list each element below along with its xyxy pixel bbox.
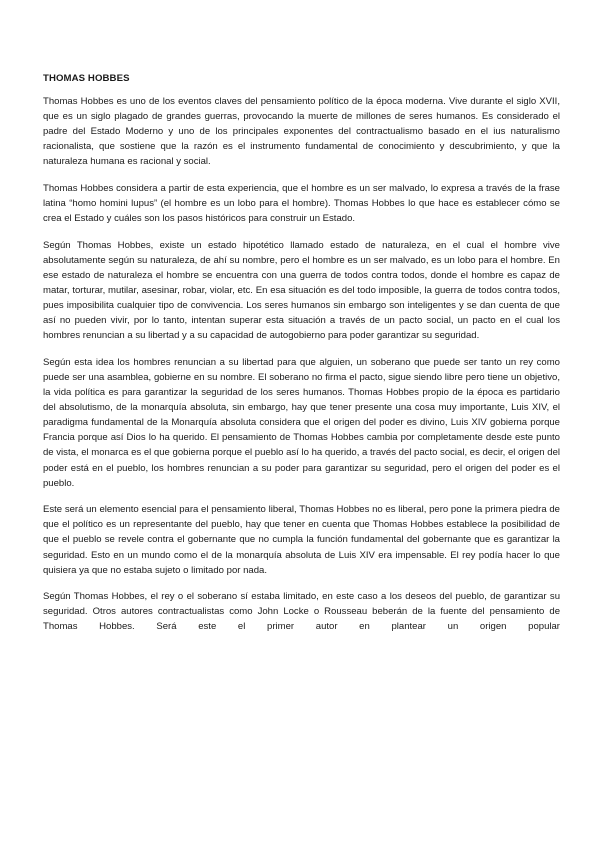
paragraph-4: Según esta idea los hombres renuncian a su libertad para que alguien, un soberano que puede ser tanto un rey como puede ser una asamblea, gobierne en su nombre. El soberano no firma el pacto, sigue siendo libre pero tiene un objetivo, la vida política es para garantizar la seguridad de los seres humanos. Thomas Hobbes propio de la época es partidario del absolutismo, de la monarquía absoluta, sin embargo, hay que tener presente una cosa muy importante, Luis XIV, el paradigma fundamental de la Monarquía absoluta considera que el origen del poder es divino, Luis XIV gobierna porque Francia porque así Dios lo ha querido. El pensamiento de Thomas Hobbes cambia por completamente desde este punto de vista, el monarca es el que gobierna porque el pueblo así lo ha querido, a través del pacto social, es decir, el origen del poder está en el pueblo, los hombres renuncian a su poder para garantizar su seguridad, pero el origen del poder es el pueblo.: [43, 356, 560, 489]
paragraph-5: Este será un elemento esencial para el pensamiento liberal, Thomas Hobbes no es liberal, pero pone la primera piedra de que el político es un representante del pueblo, hay que tener en cuenta que Thomas Hobbes establece la posibilidad de que el pueblo se revele contra el gobernante que no cumpla la función fundamental del gobernante que es garantizar la seguridad. Esto en un mundo como el de la monarquía absoluta de Luis XIV era impensable. El rey podía hacer lo que quisiera ya que no estaba sujeto o limitado por nada.: [43, 504, 560, 576]
document-title: THOMAS HOBBES: [43, 73, 130, 84]
paragraph-6: Según Thomas Hobbes, el rey o el soberano sí estaba limitado, en este caso a los deseos del pueblo, de garantizar su seguridad. Otros autores contractualistas como John Locke o Rousseau beberán de la fuente del pensamiento de Thomas Hobbes. Será este el primer autor en plantear un origen popular: [43, 591, 560, 633]
paragraph-1: Thomas Hobbes es uno de los eventos claves del pensamiento político de la época moderna. Vive durante el siglo XVII, que es un siglo plagado de grandes guerras, provocando la muerte de millones de seres humanos. Es considerado el padre del Estado Moderno y uno de los principales exponentes del contractualismo basado en el ius naturalismo racionalista, que sostiene que la razón es el instrumento fundamental de conocimiento y descubrimiento, y que la naturaleza humana es racional y social.: [43, 96, 560, 168]
paragraph-3: Según Thomas Hobbes, existe un estado hipotético llamado estado de naturaleza, en el cual el hombre vive absolutamente según su naturaleza, de ahí su nombre, pero el hombre es un ser malvado, es un lobo para el hombre. En ese estado de naturaleza el hombre se encuentra con una guerra de todos contra todos, donde el hombre es capaz de matar, torturar, mutilar, asesinar, robar, violar, etc. En esa situación es del todo imposible, la guerra de todos contra todos, pues imposibilita cualquier tipo de convivencia. Los seres humanos sin embargo son inteligentes y se dan cuenta de que así no pueden vivir, por lo tanto, intentan superar esta situación a través de un pacto social, un pacto en el cual los hombres renuncian a su libertad y a su capacidad de autogobierno para poder garantizar su seguridad.: [43, 239, 560, 342]
paragraph-2: Thomas Hobbes considera a partir de esta experiencia, que el hombre es un ser malvado, lo expresa a través de la frase latina “homo homini lupus” (el hombre es un lobo para el hombre). Thomas Hobbes lo que hace es establecer cómo se crea el Estado y cuáles son los pasos históricos para construir un Estado.: [43, 182, 560, 225]
